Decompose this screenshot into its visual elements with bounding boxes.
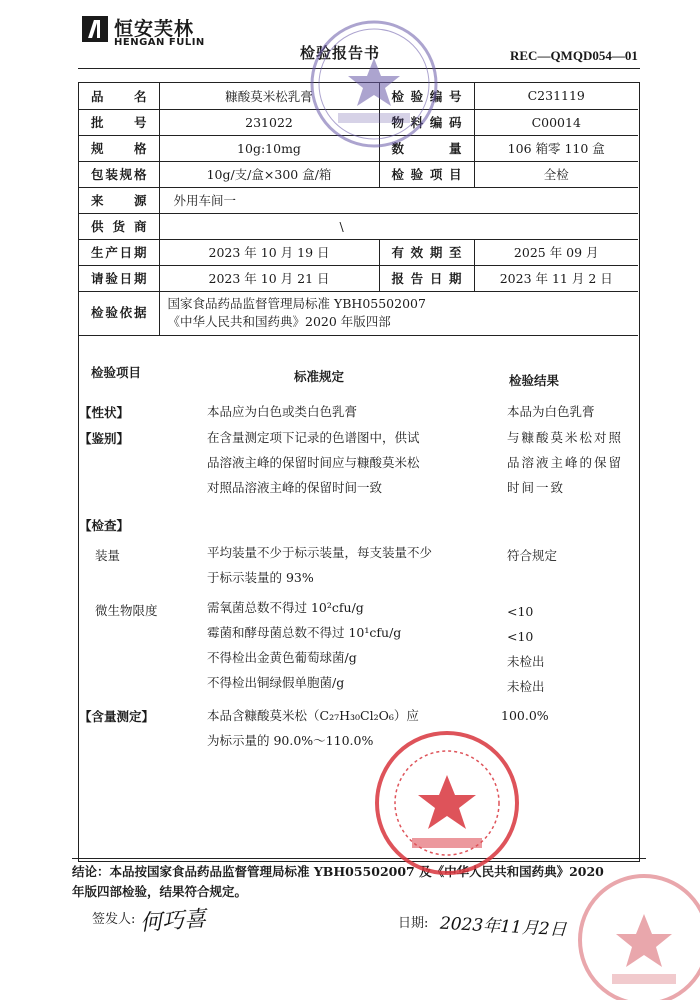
assay-result: 100.0% xyxy=(501,708,549,723)
signer-signature: 何巧喜 xyxy=(139,906,207,937)
identification-result-line: 时间一致 xyxy=(507,480,566,495)
table-row xyxy=(79,291,638,335)
basis-line-2: 《中华人民共和国药典》2020 年版四部 xyxy=(167,314,391,329)
inspection-item-label: 检验项目 xyxy=(379,161,474,187)
company-name-en: HENGAN FULIN xyxy=(114,37,205,48)
conclusion xyxy=(72,858,646,898)
expiry-label: 有效期至 xyxy=(379,239,474,265)
microbial-result xyxy=(507,599,637,699)
signed-date: 2023年11月2日 xyxy=(439,913,568,941)
basis-label: 检验依据 xyxy=(79,291,159,335)
production-date-value: 2023 年 10 月 19 日 xyxy=(159,239,379,265)
batch-label: 批号 xyxy=(79,109,159,135)
batch-value: 231022 xyxy=(159,109,379,135)
appearance-result: 本品为白色乳膏 xyxy=(507,404,595,419)
identification-section: 【鉴别】 xyxy=(79,431,130,446)
microbial-result-line: <10 xyxy=(507,629,534,644)
conclusion-line-1: 结论：本品按国家食品药品监督管理局标准 YBH05502007 及《中华人民共和国药典》2020 xyxy=(72,864,604,879)
source-label: 来源 xyxy=(79,187,159,213)
material-code-label: 物料编码 xyxy=(379,109,474,135)
fill-volume-label: 装量 xyxy=(95,548,121,563)
table-row xyxy=(79,187,638,213)
microbial-result-line: 未检出 xyxy=(507,654,545,669)
date-label: 日期: xyxy=(398,916,429,931)
product-value: 糠酸莫米松乳膏 xyxy=(159,83,379,109)
source-value: 外用车间一 xyxy=(159,187,638,213)
company-name-cn: 恒安芙林 xyxy=(114,18,195,40)
microbial-standard-line: 不得检出金黄色葡萄球菌/g xyxy=(207,650,357,665)
identification-standard xyxy=(207,425,482,500)
fill-volume-standard xyxy=(207,540,482,590)
request-date-label: 请验日期 xyxy=(79,265,159,291)
packaging-value: 10g/支/盒×300 盒/箱 xyxy=(159,161,379,187)
results-header-item: 检验项目 xyxy=(91,365,142,380)
report-title: 检验报告书 xyxy=(300,44,381,62)
examination-section: 【检查】 xyxy=(79,518,130,533)
microbial-standard-line: 霉菌和酵母菌总数不得过 10¹cfu/g xyxy=(207,625,402,640)
expiry-value: 2025 年 09 月 xyxy=(474,239,638,265)
microbial-standard-line: 不得检出铜绿假单胞菌/g xyxy=(207,675,345,690)
basis-value xyxy=(159,291,638,335)
table-row xyxy=(79,213,638,239)
inspection-no-value: C231119 xyxy=(474,83,638,109)
assay-section: 【含量测定】 xyxy=(79,709,155,724)
supplier-label: 供货商 xyxy=(79,213,159,239)
qa-department-seal-stamp xyxy=(574,870,700,1000)
report-code: REC—QMQD054—01 xyxy=(510,48,638,63)
conclusion-line-2: 年版四部检验，结果符合规定。 xyxy=(72,884,248,899)
supplier-value: \ xyxy=(159,213,638,239)
identification-standard-line: 品溶液主峰的保留时间应与糠酸莫米松 xyxy=(207,455,420,470)
identification-result-line: 品溶液主峰的保留 xyxy=(507,455,624,470)
packaging-label: 包装规格 xyxy=(79,161,159,187)
table-row xyxy=(79,161,638,187)
basis-line-1: 国家食品药品监督管理局标准 YBH05502007 xyxy=(167,296,426,311)
identification-result-line: 与糠酸莫米松对照 xyxy=(507,430,624,445)
inspection-no-label: 检验编号 xyxy=(379,83,474,109)
microbial-standard-line: 需氧菌总数不得过 10²cfu/g xyxy=(207,600,364,615)
assay-standard-line: 本品含糠酸莫米松（C₂₇H₃₀Cl₂O₆）应 xyxy=(207,708,419,723)
quantity-value: 106 箱零 110 盒 xyxy=(474,135,638,161)
product-label: 品名 xyxy=(79,83,159,109)
microbial-limit-label: 微生物限度 xyxy=(95,603,158,618)
appearance-standard: 本品应为白色或类白色乳膏 xyxy=(207,404,358,419)
logo-mark-icon xyxy=(82,16,108,42)
fill-volume-result: 符合规定 xyxy=(507,548,558,563)
results-header-standard: 标准规定 xyxy=(294,369,345,384)
report-form xyxy=(78,82,640,862)
spec-label: 规格 xyxy=(79,135,159,161)
assay-standard-line: 为标示量的 90.0%～110.0% xyxy=(207,733,374,748)
quantity-label: 数量 xyxy=(379,135,474,161)
fill-standard-line: 于标示装量的 93% xyxy=(207,570,314,585)
signer-label: 签发人: xyxy=(92,912,136,927)
microbial-result-line: <10 xyxy=(507,604,534,619)
table-row xyxy=(79,265,638,291)
inspection-seal-stamp xyxy=(372,728,522,878)
identification-standard-line: 在含量测定项下记录的色谱图中，供试 xyxy=(207,430,420,445)
material-code-value: C00014 xyxy=(474,109,638,135)
spec-value: 10g:10mg xyxy=(159,135,379,161)
table-row xyxy=(79,239,638,265)
qa-seal-stamp-top xyxy=(308,18,440,150)
company-logo xyxy=(82,14,212,54)
results-header-result: 检验结果 xyxy=(509,373,560,388)
report-date-value: 2023 年 11 月 2 日 xyxy=(474,265,638,291)
inspection-item-value: 全检 xyxy=(474,161,638,187)
request-date-value: 2023 年 10 月 21 日 xyxy=(159,265,379,291)
identification-standard-line: 对照品溶液主峰的保留时间一致 xyxy=(207,480,383,495)
microbial-standard xyxy=(207,595,482,695)
fill-standard-line: 平均装量不少于标示装量，每支装量不少 xyxy=(207,545,433,560)
production-date-label: 生产日期 xyxy=(79,239,159,265)
identification-result xyxy=(507,425,637,500)
microbial-result-line: 未检出 xyxy=(507,679,545,694)
appearance-section: 【性状】 xyxy=(79,405,130,420)
report-date-label: 报告日期 xyxy=(379,265,474,291)
